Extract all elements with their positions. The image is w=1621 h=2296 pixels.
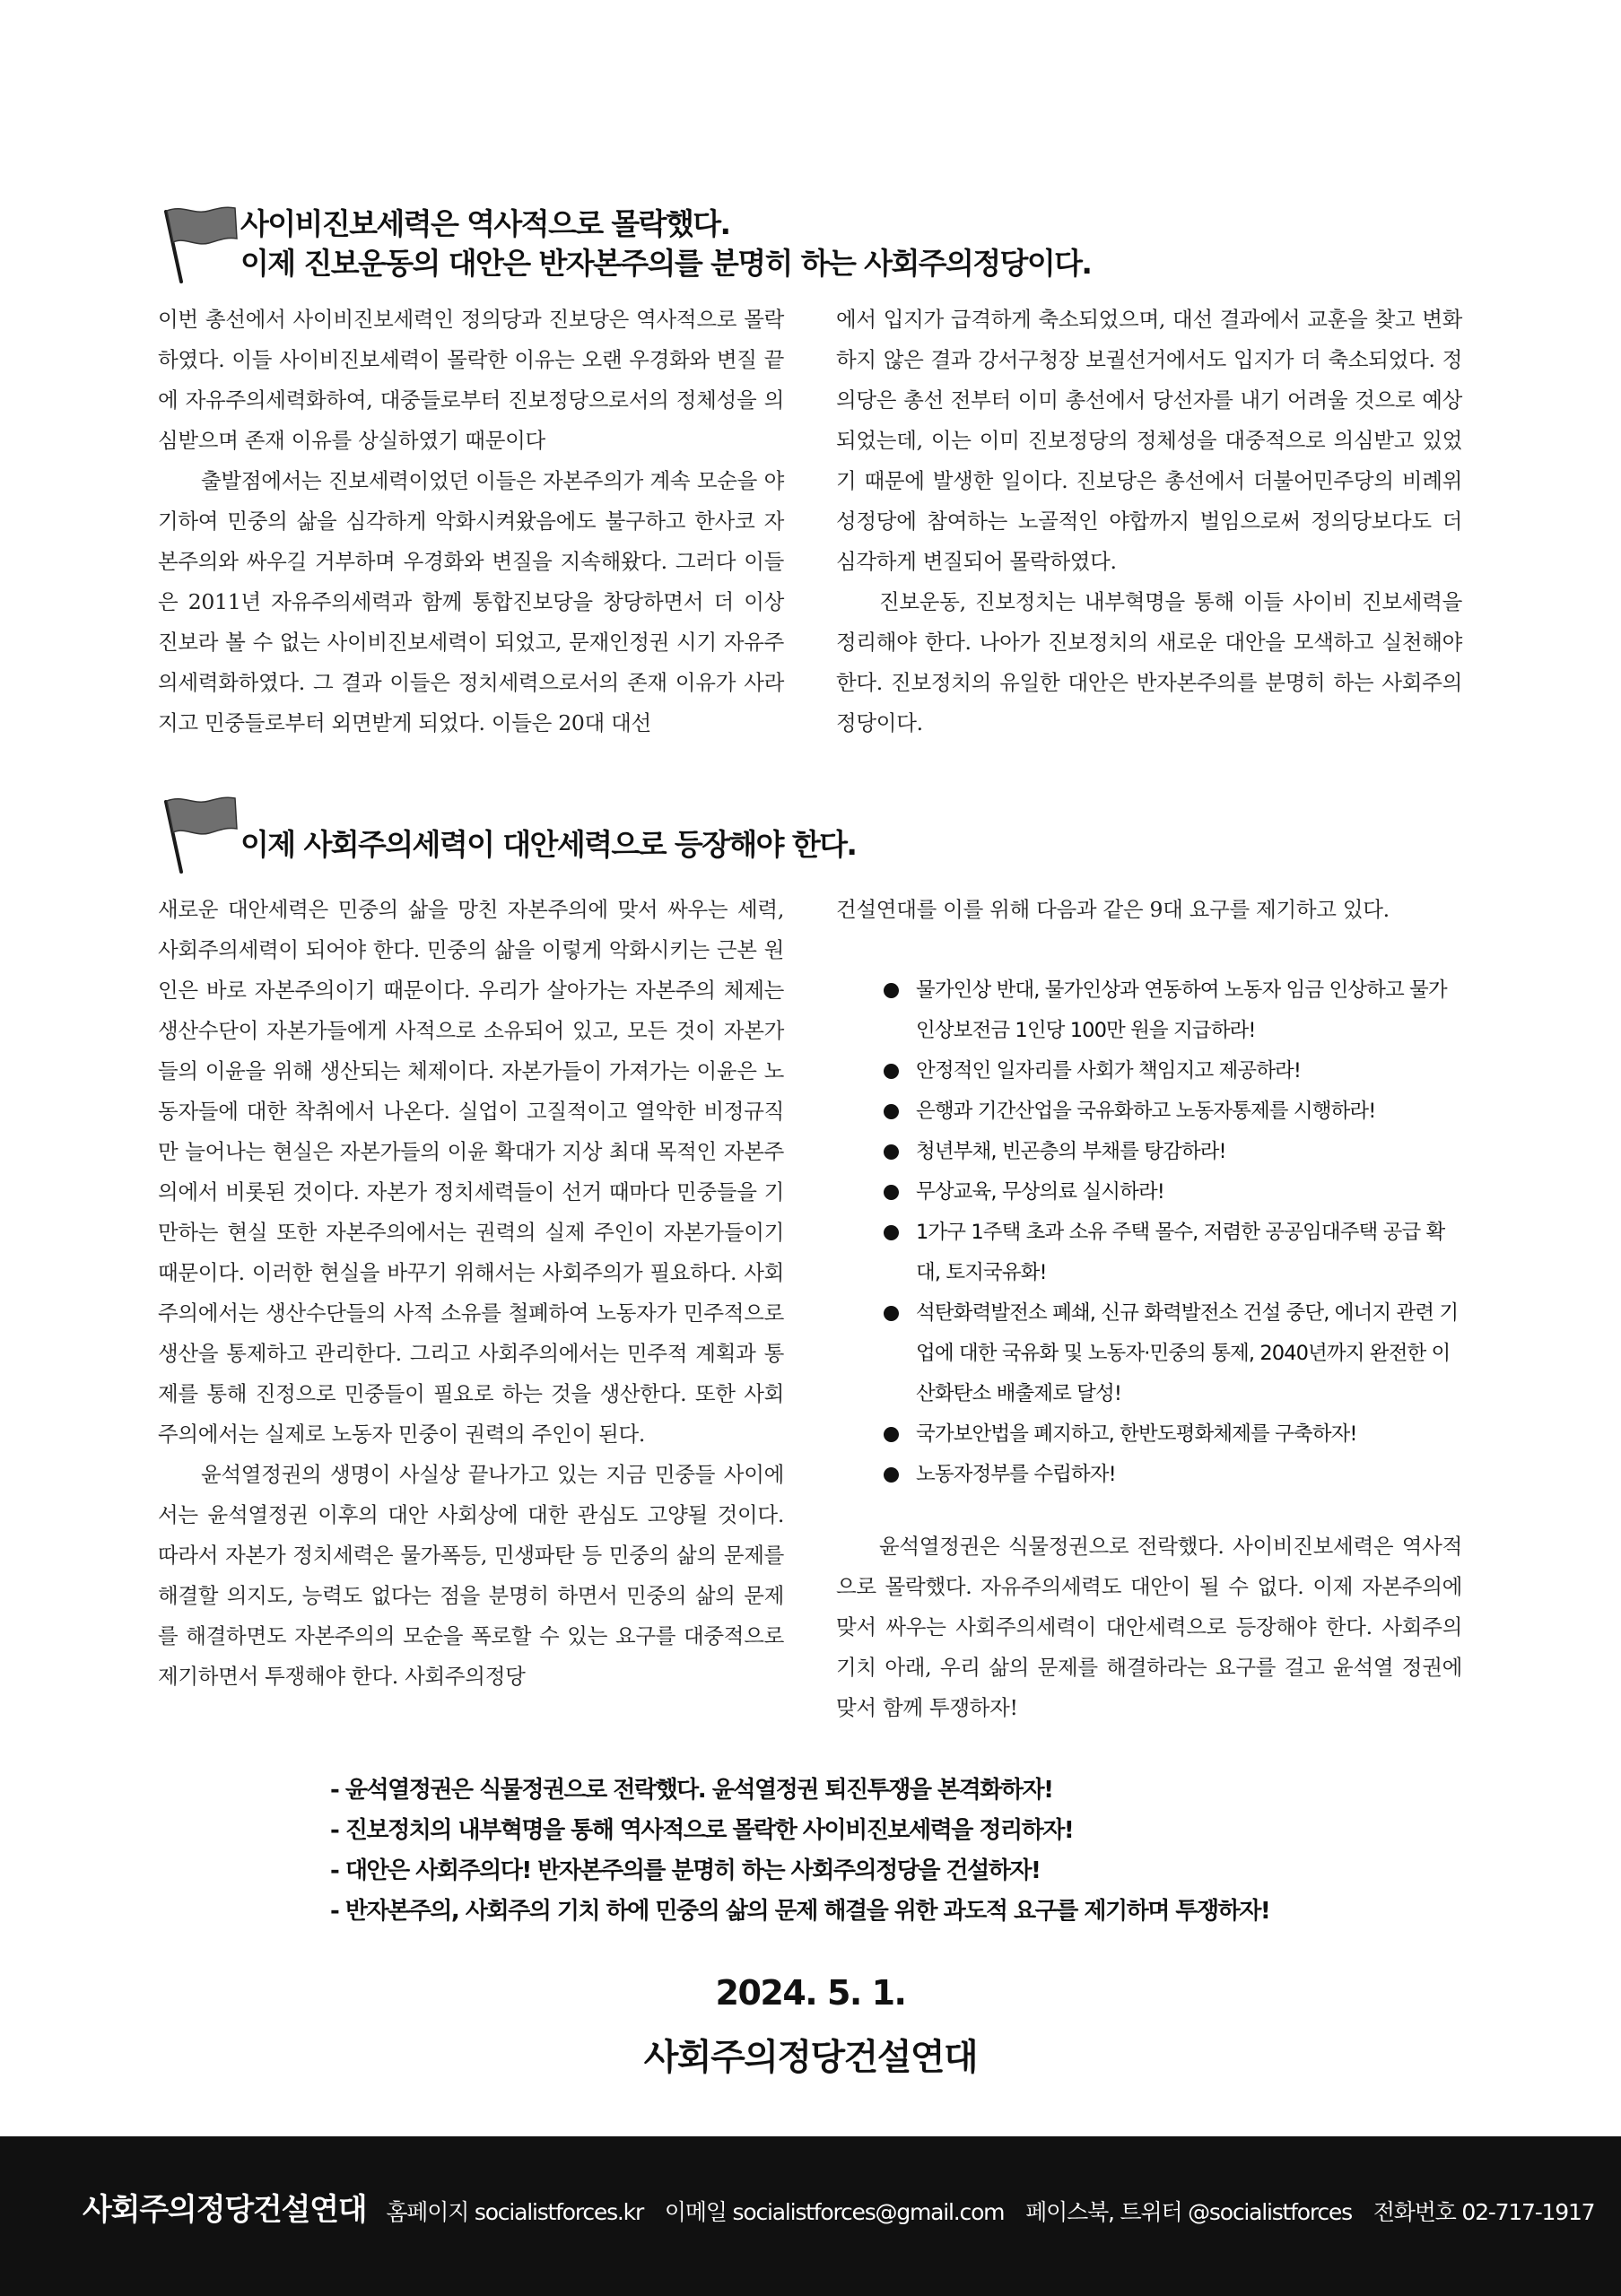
demand-item: 석탄화력발전소 폐쇄, 신규 화력발전소 건설 중단, 에너지 관련 기업에 대한 국유화 및 노동자·민중의 통제, 2040년까지 완전한 이산화탄소 배출제로 달성! xyxy=(884,1293,1462,1414)
section1-left-paragraph-2: 출발점에서는 진보세력이었던 이들은 자본주의가 계속 모순을 야기하여 민중의 삶을 심각하게 악화시켜왔음에도 불구하고 한사코 자본주의와 싸우길 거부하며 우경화와 변질을 지속해왔다. 그러다 이들은 2011년 자유주의세력과 함께 통합진보당을 창당하면서 더 이상 진보라 볼 수 없는 사이비진보세력이 되었고, 문재인정권 시기 자유주의세력화하였다. 그 결과 이들은 정치세력으로서의 존재 이유가 사라지고 민중들로부터 외면받게 되었다. 이들은 20대 대선 xyxy=(158,468,784,735)
footer-contact xyxy=(83,2185,1612,2229)
section1-heading-line2: 이제 진보운동의 대안은 반자본주의를 분명히 하는 사회주의정당이다. xyxy=(240,246,1092,281)
bullet-dot-icon xyxy=(884,1144,899,1160)
signature-date: 2024. 5. 1. xyxy=(715,1973,906,2013)
footer-org-name: 사회주의정당건설연대 xyxy=(83,2192,367,2228)
demand-item: 물가인상 반대, 물가인상과 연동하여 노동자 임금 인상하고 물가인상보전금 1인당 100만 원을 지급하라! xyxy=(884,970,1462,1051)
demand-item: 청년부채, 빈곤층의 부채를 탕감하라! xyxy=(884,1132,1462,1172)
bullet-dot-icon xyxy=(884,1185,899,1200)
section1-right-column xyxy=(836,300,1462,744)
slogan-item: - 진보정치의 내부혁명을 통해 역사적으로 몰락한 사이비진보세력을 정리하자! xyxy=(330,1817,1074,1844)
slogan-item: - 반자본주의, 사회주의 기치 하에 민중의 삶의 문제 해결을 위한 과도적 요구를 제기하며 투쟁하자! xyxy=(330,1898,1270,1925)
section1-heading-line1: 사이비진보세력은 역사적으로 몰락했다. xyxy=(240,206,730,241)
section1-right-paragraph-2: 진보운동, 진보정치는 내부혁명을 통해 이들 사이비 진보세력을 정리해야 한다. 나아가 진보정치의 새로운 대안을 모색하고 실천해야 한다. 진보정치의 유일한 대안은 반자본주의를 분명히 하는 사회주의정당이다. xyxy=(836,589,1462,735)
section2-left-paragraph-1: 새로운 대안세력은 민중의 삶을 망친 자본주의에 맞서 싸우는 세력, 사회주의세력이 되어야 한다. 민중의 삶을 이렇게 악화시키는 근본 원인은 바로 자본주의이기 때문이다. 우리가 살아가는 자본주의 체제는 생산수단이 자본가들에게 사적으로 소유되어 있고, 모든 것이 자본가들의 이윤을 위해 생산되는 체제이다. 자본가들이 가져가는 이윤은 노동자들에 대한 착취에서 나온다. 실업이 고질적이고 열악한 비정규직만 늘어나는 현실은 자본가들의 이윤 확대가 지상 최대 목적인 자본주의에서 비롯된 것이다. 자본가 정치세력들이 선거 때마다 민중들을 기만하는 현실 또한 자본주의에서는 권력의 실제 주인이 자본가들이기 때문이다. 이러한 현실을 바꾸기 위해서는 사회주의가 필요하다. 사회주의에서는 생산수단들의 사적 소유를 철폐하여 노동자가 민주적으로 생산을 통제하고 관리한다. 그리고 사회주의에서는 민주적 계획과 통제를 통해 진정으로 민중들이 필요로 하는 것을 생산한다. 또한 사회주의에서는 실제로 노동자 민중이 권력의 주인이 된다. xyxy=(158,897,784,1447)
footer xyxy=(0,2136,1621,2296)
demand-item: 은행과 기간산업을 국유화하고 노동자통제를 시행하라! xyxy=(884,1091,1462,1132)
bullet-dot-icon xyxy=(884,1306,899,1321)
demand-item: 1가구 1주택 초과 소유 주택 몰수, 저렴한 공공임대주택 공급 확대, 토지국유화! xyxy=(884,1213,1462,1293)
section2-right-intro-block xyxy=(836,890,1462,930)
slogan-item: - 대안은 사회주의다! 반자본주의를 분명히 하는 사회주의정당을 건설하자! xyxy=(330,1857,1041,1884)
demand-item: 안정적인 일자리를 사회가 책임지고 제공하라! xyxy=(884,1051,1462,1091)
bullet-dot-icon xyxy=(884,1427,899,1442)
signature-org: 사회주의정당건설연대 xyxy=(643,2037,978,2078)
slogans-list xyxy=(330,1770,1269,1932)
section2-right-paragraph-2: 윤석열정권은 식물정권으로 전락했다. 사이비진보세력은 역사적으로 몰락했다. 자유주의세력도 대안이 될 수 없다. 이제 자본주의에 맞서 싸우는 사회주의세력이 대안세력으로 등장해야 한다. 사회주의 기치 아래, 우리 삶의 문제를 해결하라는 요구를 걸고 윤석열 정권에 맞서 함께 투쟁하자! xyxy=(836,1534,1462,1720)
bullet-dot-icon xyxy=(884,1064,899,1079)
flag-icon xyxy=(160,199,240,289)
flag-icon xyxy=(160,789,240,879)
footer-phone: 전화번호 02-717-1917 xyxy=(1373,2199,1595,2225)
footer-email: 이메일 socialistforces@gmail.com xyxy=(664,2199,1005,2225)
bullet-dot-icon xyxy=(884,1225,899,1240)
section2-heading-text: 이제 사회주의세력이 대안세력으로 등장해야 한다. xyxy=(240,827,857,862)
footer-sns: 페이스북, 트위터 @socialistforces xyxy=(1025,2199,1352,2225)
demand-item: 무상교육, 무상의료 실시하라! xyxy=(884,1172,1462,1213)
section2-right-intro: 건설연대를 이를 위해 다음과 같은 9대 요구를 제기하고 있다. xyxy=(836,897,1390,922)
section2-left-column xyxy=(158,890,784,1697)
bullet-dot-icon xyxy=(884,1104,899,1119)
footer-homepage: 홈페이지 socialistforces.kr xyxy=(386,2199,644,2225)
section1-left-paragraph-1: 이번 총선에서 사이비진보세력인 정의당과 진보당은 역사적으로 몰락하였다. 이들 사이비진보세력이 몰락한 이유는 오랜 우경화와 변질 끝에 자유주의세력화하여, 대중들로부터 진보정당으로서의 정체성을 의심받으며 존재 이유를 상실하였기 때문이다 xyxy=(158,307,784,453)
demand-item: 노동자정부를 수립하자! xyxy=(884,1455,1462,1495)
bullet-dot-icon xyxy=(884,983,899,998)
slogan-item: - 윤석열정권은 식물정권으로 전락했다. 윤석열정권 퇴진투쟁을 본격화하자! xyxy=(330,1777,1053,1804)
section2-right-closing xyxy=(836,1526,1462,1728)
section2-left-paragraph-2: 윤석열정권의 생명이 사실상 끝나가고 있는 지금 민중들 사이에서는 윤석열정권 이후의 대안 사회상에 대한 관심도 고양될 것이다. 따라서 자본가 정치세력은 물가폭등, 민생파탄 등 민중의 삶의 문제를 해결할 의지도, 능력도 없다는 점을 분명히 하면서 민중의 삶의 문제를 해결하면도 자본주의의 모순을 폭로할 수 있는 요구를 대중적으로 제기하면서 투쟁해야 한다. 사회주의정당 xyxy=(158,1462,784,1689)
demand-item: 국가보안법을 폐지하고, 한반도평화체제를 구축하자! xyxy=(884,1414,1462,1455)
bullet-dot-icon xyxy=(884,1467,899,1483)
demands-list xyxy=(884,970,1462,1495)
section1-right-paragraph-1: 에서 입지가 급격하게 축소되었으며, 대선 결과에서 교훈을 찾고 변화하지 않은 결과 강서구청장 보궐선거에서도 입지가 더 축소되었다. 정의당은 총선 전부터 이미 총선에서 당선자를 내기 어려울 것으로 예상되었는데, 이는 이미 진보정당의 정체성을 대중적으로 의심받고 있었기 때문에 발생한 일이다. 진보당은 총선에서 더불어민주당의 비례위성정당에 참여하는 노골적인 야합까지 벌임으로써 정의당보다도 더 심각하게 변질되어 몰락하였다. xyxy=(836,307,1462,574)
section1-left-column xyxy=(158,300,784,744)
